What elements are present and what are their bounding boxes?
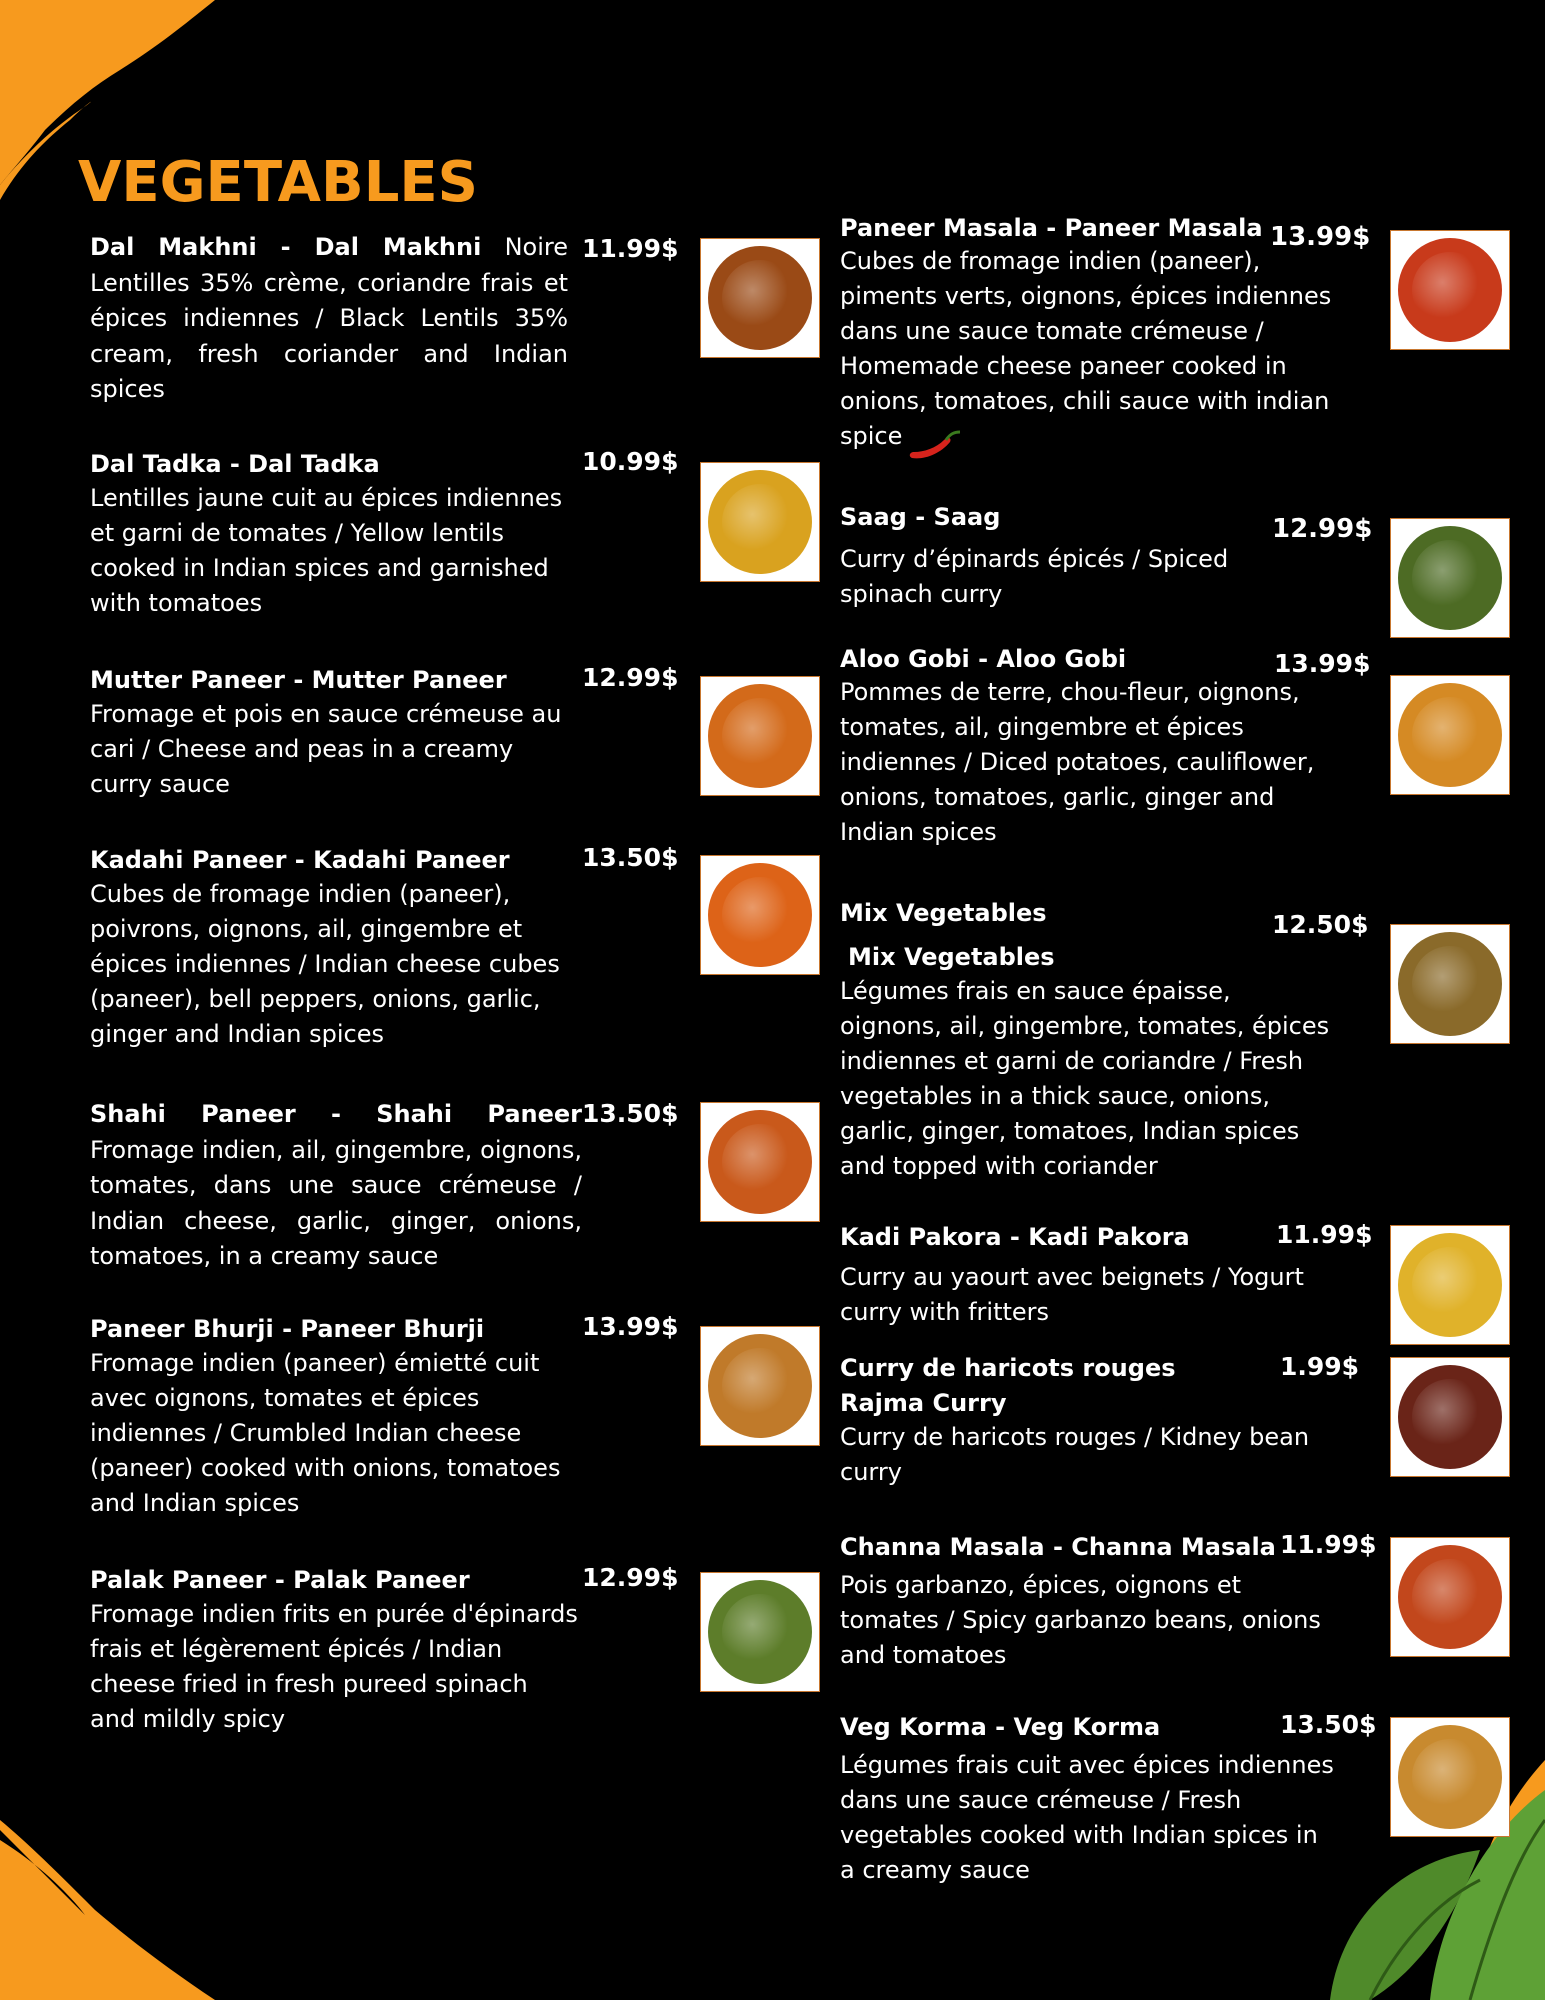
menu-item-palak-paneer <box>90 1563 679 1737</box>
item-description: Pommes de terre, chou-fleur, oignons, tomates, ail, gingembre et épices indiennes / Diced potatoes, cauliflower, onions, tomatoes, garlic, ginger and Indian spices <box>840 678 1315 846</box>
item-name: Kadahi Paneer - Kadahi Paneer <box>90 846 510 874</box>
item-name: Dal Tadka - Dal Tadka <box>90 450 380 478</box>
dish-photo <box>1390 518 1510 638</box>
dish-photo <box>1390 1357 1510 1477</box>
item-description: Fromage indien frits en purée d'épinards frais et légèrement épicés / Indian cheese fried in fresh pureed spinach and mildly spicy <box>90 1600 578 1733</box>
item-description: Fromage indien (paneer) émietté cuit avec oignons, tomates et épices indiennes / Crumbled Indian cheese (paneer) cooked with onions, tomatoes and Indian spices <box>90 1349 561 1517</box>
item-price: 11.99$ <box>1276 1220 1373 1249</box>
menu-item-shahi-paneer <box>90 1097 679 1275</box>
item-name: Channa Masala - Channa Masala <box>840 1533 1276 1561</box>
item-name: Palak Paneer - Palak Paneer <box>90 1566 470 1594</box>
dish-photo <box>1390 1717 1510 1837</box>
item-price: 12.50$ <box>1272 910 1369 939</box>
item-name: Curry de haricots rouges <box>840 1354 1176 1382</box>
dish-photo <box>700 462 820 582</box>
chili-icon <box>908 424 964 464</box>
item-description: Noire Lentilles 35% crème, coriandre frais et épices indiennes / Black Lentils 35% cream, fresh coriander and Indian spices <box>90 233 568 403</box>
item-price: 13.50$ <box>1280 1710 1377 1739</box>
item-price: 13.50$ <box>582 843 679 872</box>
menu-item-paneer-bhurji <box>90 1312 679 1521</box>
item-price: 1.99$ <box>1280 1352 1360 1381</box>
menu-item-paneer-masala <box>840 212 1371 454</box>
item-description: Curry de haricots rouges / Kidney bean curry <box>840 1423 1310 1486</box>
item-description: Cubes de fromage indien (paneer), poivrons, oignons, ail, gingembre et épices indiennes / Indian cheese cubes (paneer), bell peppers, onions, garlic, ginger and Indian spices <box>90 880 560 1048</box>
item-description: Curry d’épinards épicés / Spiced spinach curry <box>840 545 1229 608</box>
item-description: Fromage et pois en sauce crémeuse au cari / Cheese and peas in a creamy curry sauce <box>90 700 562 798</box>
menu-item-saag <box>840 500 1373 612</box>
item-description: Lentilles jaune cuit au épices indiennes et garni de tomates / Yellow lentils cooked in Indian spices and garnished with tomatoes <box>90 484 563 617</box>
dish-photo <box>1390 924 1510 1044</box>
item-name-secondary: Rajma Curry <box>840 1389 1007 1417</box>
item-name: Veg Korma - Veg Korma <box>840 1713 1161 1741</box>
dish-photo <box>700 1326 820 1446</box>
menu-item-mix-vegetables <box>840 896 1369 1184</box>
item-text <box>90 1097 582 1275</box>
item-name: Mutter Paneer - Mutter Paneer <box>90 666 507 694</box>
dish-photo <box>700 676 820 796</box>
item-price: 13.99$ <box>1270 222 1371 252</box>
menu-item-dal-makhni <box>90 230 679 408</box>
menu-item-channa-masala <box>840 1530 1377 1673</box>
menu-item-dal-tadka <box>90 447 679 621</box>
dish-photo <box>1390 675 1510 795</box>
item-name: Dal Makhni - Dal Makhni <box>90 233 482 261</box>
item-name: Aloo Gobi - Aloo Gobi <box>840 645 1127 673</box>
item-description: Légumes frais en sauce épaisse, oignons, ail, gingembre, tomates, épices indiennes et garni de coriandre / Fresh vegetables in a thick sauce, onions, garlic, ginger, tomatoes, Indian spices and topped with coriander <box>840 977 1330 1180</box>
dish-photo <box>1390 1537 1510 1657</box>
item-name-secondary: Mix Vegetables <box>848 943 1055 971</box>
item-price: 13.99$ <box>582 1312 679 1341</box>
menu-item-mutter-paneer <box>90 663 679 802</box>
item-name: Paneer Masala - Paneer Masala <box>840 214 1263 242</box>
item-price: 13.50$ <box>582 1099 679 1128</box>
menu-item-kadi-pakora <box>840 1220 1373 1330</box>
item-price: 10.99$ <box>582 447 679 476</box>
item-description: Légumes frais cuit avec épices indiennes dans une sauce crémeuse / Fresh vegetables cooked with Indian spices in a creamy sauce <box>840 1751 1334 1884</box>
dish-photo <box>1390 1225 1510 1345</box>
item-price: 11.99$ <box>582 234 679 263</box>
item-name: Saag - Saag <box>840 503 1001 531</box>
page-title: VEGETABLES <box>78 150 478 215</box>
item-price: 12.99$ <box>582 663 679 692</box>
item-description: Fromage indien, ail, gingembre, oignons, tomates, dans une sauce crémeuse / Indian cheese, garlic, ginger, onions, tomatoes, in a creamy sauce <box>90 1135 582 1270</box>
item-description: Cubes de fromage indien (paneer), piments verts, oignons, épices indiennes dans une sauce tomate crémeuse / Homemade cheese paneer cooked in onions, tomatoes, chili sauce with indian spice <box>840 247 1332 450</box>
item-price: 11.99$ <box>1280 1530 1377 1559</box>
item-name: Mix Vegetables <box>840 899 1047 927</box>
dish-photo <box>700 1102 820 1222</box>
item-text <box>90 230 568 408</box>
menu-item-rajma-curry <box>840 1350 1360 1490</box>
menu-item-kadahi-paneer <box>90 843 679 1052</box>
item-price: 12.99$ <box>582 1563 679 1592</box>
dish-photo <box>700 1572 820 1692</box>
dish-photo <box>700 855 820 975</box>
item-description: Pois garbanzo, épices, oignons et tomates / Spicy garbanzo beans, onions and tomatoes <box>840 1571 1321 1669</box>
item-description: Curry au yaourt avec beignets / Yogurt curry with fritters <box>840 1263 1304 1326</box>
item-name: Shahi Paneer - Shahi Paneer <box>90 1100 582 1128</box>
item-name: Kadi Pakora - Kadi Pakora <box>840 1223 1190 1251</box>
bottom-left-brush-decoration <box>0 1800 240 2000</box>
dish-photo <box>700 238 820 358</box>
item-price: 13.99$ <box>1274 649 1371 678</box>
menu-item-veg-korma <box>840 1710 1377 1888</box>
item-price: 12.99$ <box>1272 514 1373 544</box>
dish-photo <box>1390 230 1510 350</box>
item-name: Paneer Bhurji - Paneer Bhurji <box>90 1315 485 1343</box>
menu-item-aloo-gobi <box>840 643 1371 850</box>
